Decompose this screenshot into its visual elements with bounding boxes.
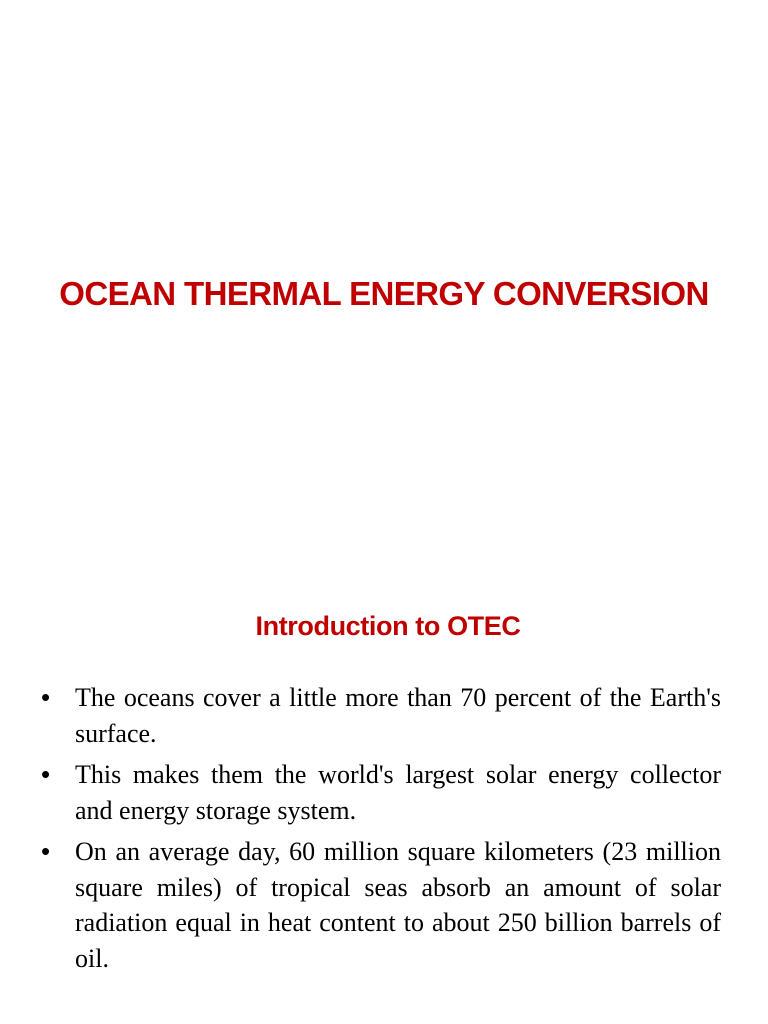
- bullet-text: On an average day, 60 million square kilometers (23 million square miles) of tropical seas absorb an amount of solar radiation equal in heat content to about 250 billion barrels of oil.: [75, 837, 721, 973]
- intro-slide: [0, 512, 768, 1024]
- bullet-text: The oceans cover a little more than 70 percent of the Earth's surface.: [75, 683, 721, 748]
- bullet-item: [41, 834, 721, 976]
- bullet-text: This makes them the world's largest solar energy collector and energy storage system.: [75, 760, 721, 825]
- bullet-item: [41, 757, 721, 828]
- bullet-item: [41, 680, 721, 751]
- bullet-list: [41, 680, 721, 982]
- bullet-dot-icon: •: [41, 836, 51, 866]
- bullet-dot-icon: •: [41, 759, 51, 789]
- main-title: OCEAN THERMAL ENERGY CONVERSION: [59, 275, 709, 312]
- section-title: Introduction to OTEC: [255, 611, 521, 641]
- bullet-dot-icon: •: [41, 682, 51, 712]
